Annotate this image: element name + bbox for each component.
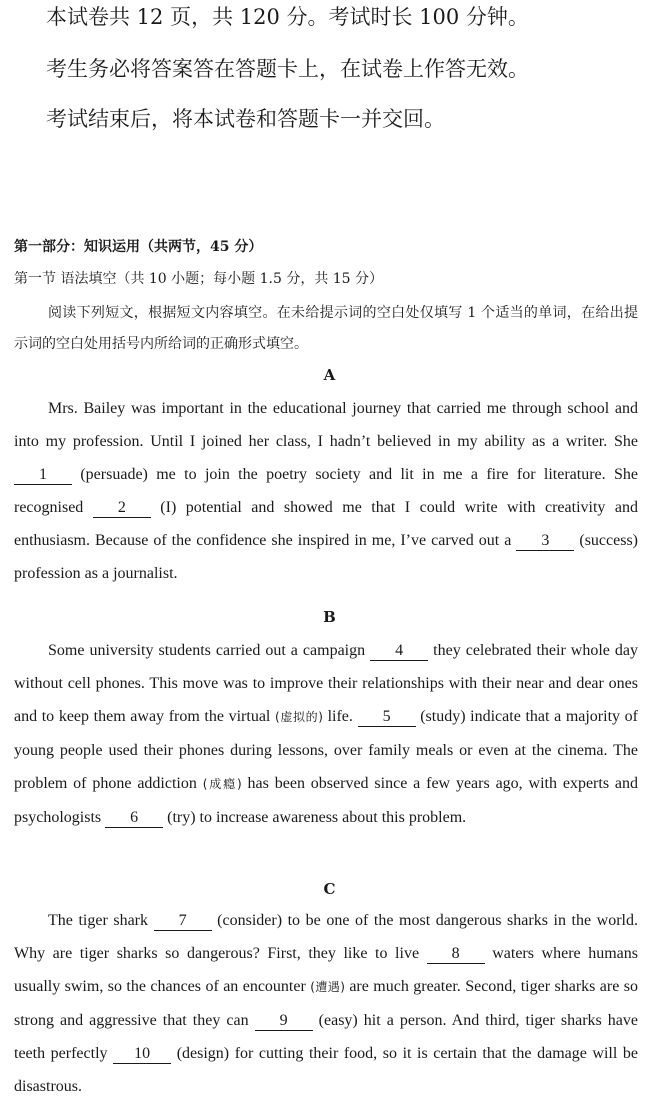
exam-note: 考试结束后，将本试卷和答题卡一并交回。 <box>46 107 445 131</box>
exam-note: 考生务必将答案答在答题卡上，在试卷上作答无效。 <box>46 57 529 81</box>
gloss-hint: (遭遇) <box>310 980 345 994</box>
part-title: 第一部分：知识运用（共两节，45 分） <box>14 239 263 255</box>
blank-10: 10 <box>113 1045 171 1064</box>
gloss-hint: (成瘾) <box>202 777 242 791</box>
instructions: 阅读下列短文，根据短文内容填空。在未给提示词的空白处仅填写 1 个适当的单词，在给出提示词的空白处用括号内所给词的正确形式填空。 <box>14 305 638 352</box>
blank-3: 3 <box>516 532 574 551</box>
passage-a-title: A <box>323 366 336 384</box>
blank-8: 8 <box>427 945 485 964</box>
blank-1: 1 <box>14 466 72 485</box>
blank-5: 5 <box>358 708 416 727</box>
blank-9: 9 <box>255 1012 313 1031</box>
blank-7: 7 <box>154 912 212 931</box>
passage-b-title: B <box>323 608 336 626</box>
section-title: 第一节 语法填空（共 10 小题；每小题 1.5 分，共 15 分） <box>14 271 384 287</box>
passage-a: Mrs. Bailey was important in the educational journey that carried me through school and into my profession. Until I joined her class, I hadn’t believed in my ability as a writer. She 1 (persuade) me to join the poetry society and lit in me a fire for literature. She recognised 2 (I) potential and showed me that I could write with creativity and enthusiasm. Because of the confidence she inspired in me, I’ve carved out a 3 (success) profession as a journalist. <box>14 400 639 582</box>
exam-note: 本试卷共 12 页，共 120 分。考试时长 100 分钟。 <box>46 5 529 29</box>
blank-2: 2 <box>93 499 151 518</box>
passage-c: The tiger shark 7 (consider) to be one of the most dangerous sharks in the world. Why are tiger sharks so dangerous? First, they like to live 8 waters where humans usually swim, so the chances of an encounter (遭遇) are much greater. Second, tiger sharks are so strong and aggressive that they can 9 (easy) hit a person. And third, tiger sharks have teeth perfectly 10 (design) for cutting their food, so it is certain that the damage will be disastrous. <box>14 912 639 1095</box>
passage-b: Some university students carried out a campaign 4 they celebrated their whole day without cell phones. This move was to improve their relationships with their near and dear ones and to keep them away from the virtual (虚拟的) life. 5 (study) indicate that a majority of young people used their phones during lessons, over family meals or even at the cinema. The problem of phone addiction (成瘾) has been observed since a few years ago, with experts and psychologists 6 (try) to increase awareness about this problem. <box>14 642 639 826</box>
gloss-hint: (虚拟的) <box>275 710 323 724</box>
blank-4: 4 <box>370 642 428 661</box>
blank-6: 6 <box>105 809 163 828</box>
passage-c-title: C <box>323 880 336 898</box>
